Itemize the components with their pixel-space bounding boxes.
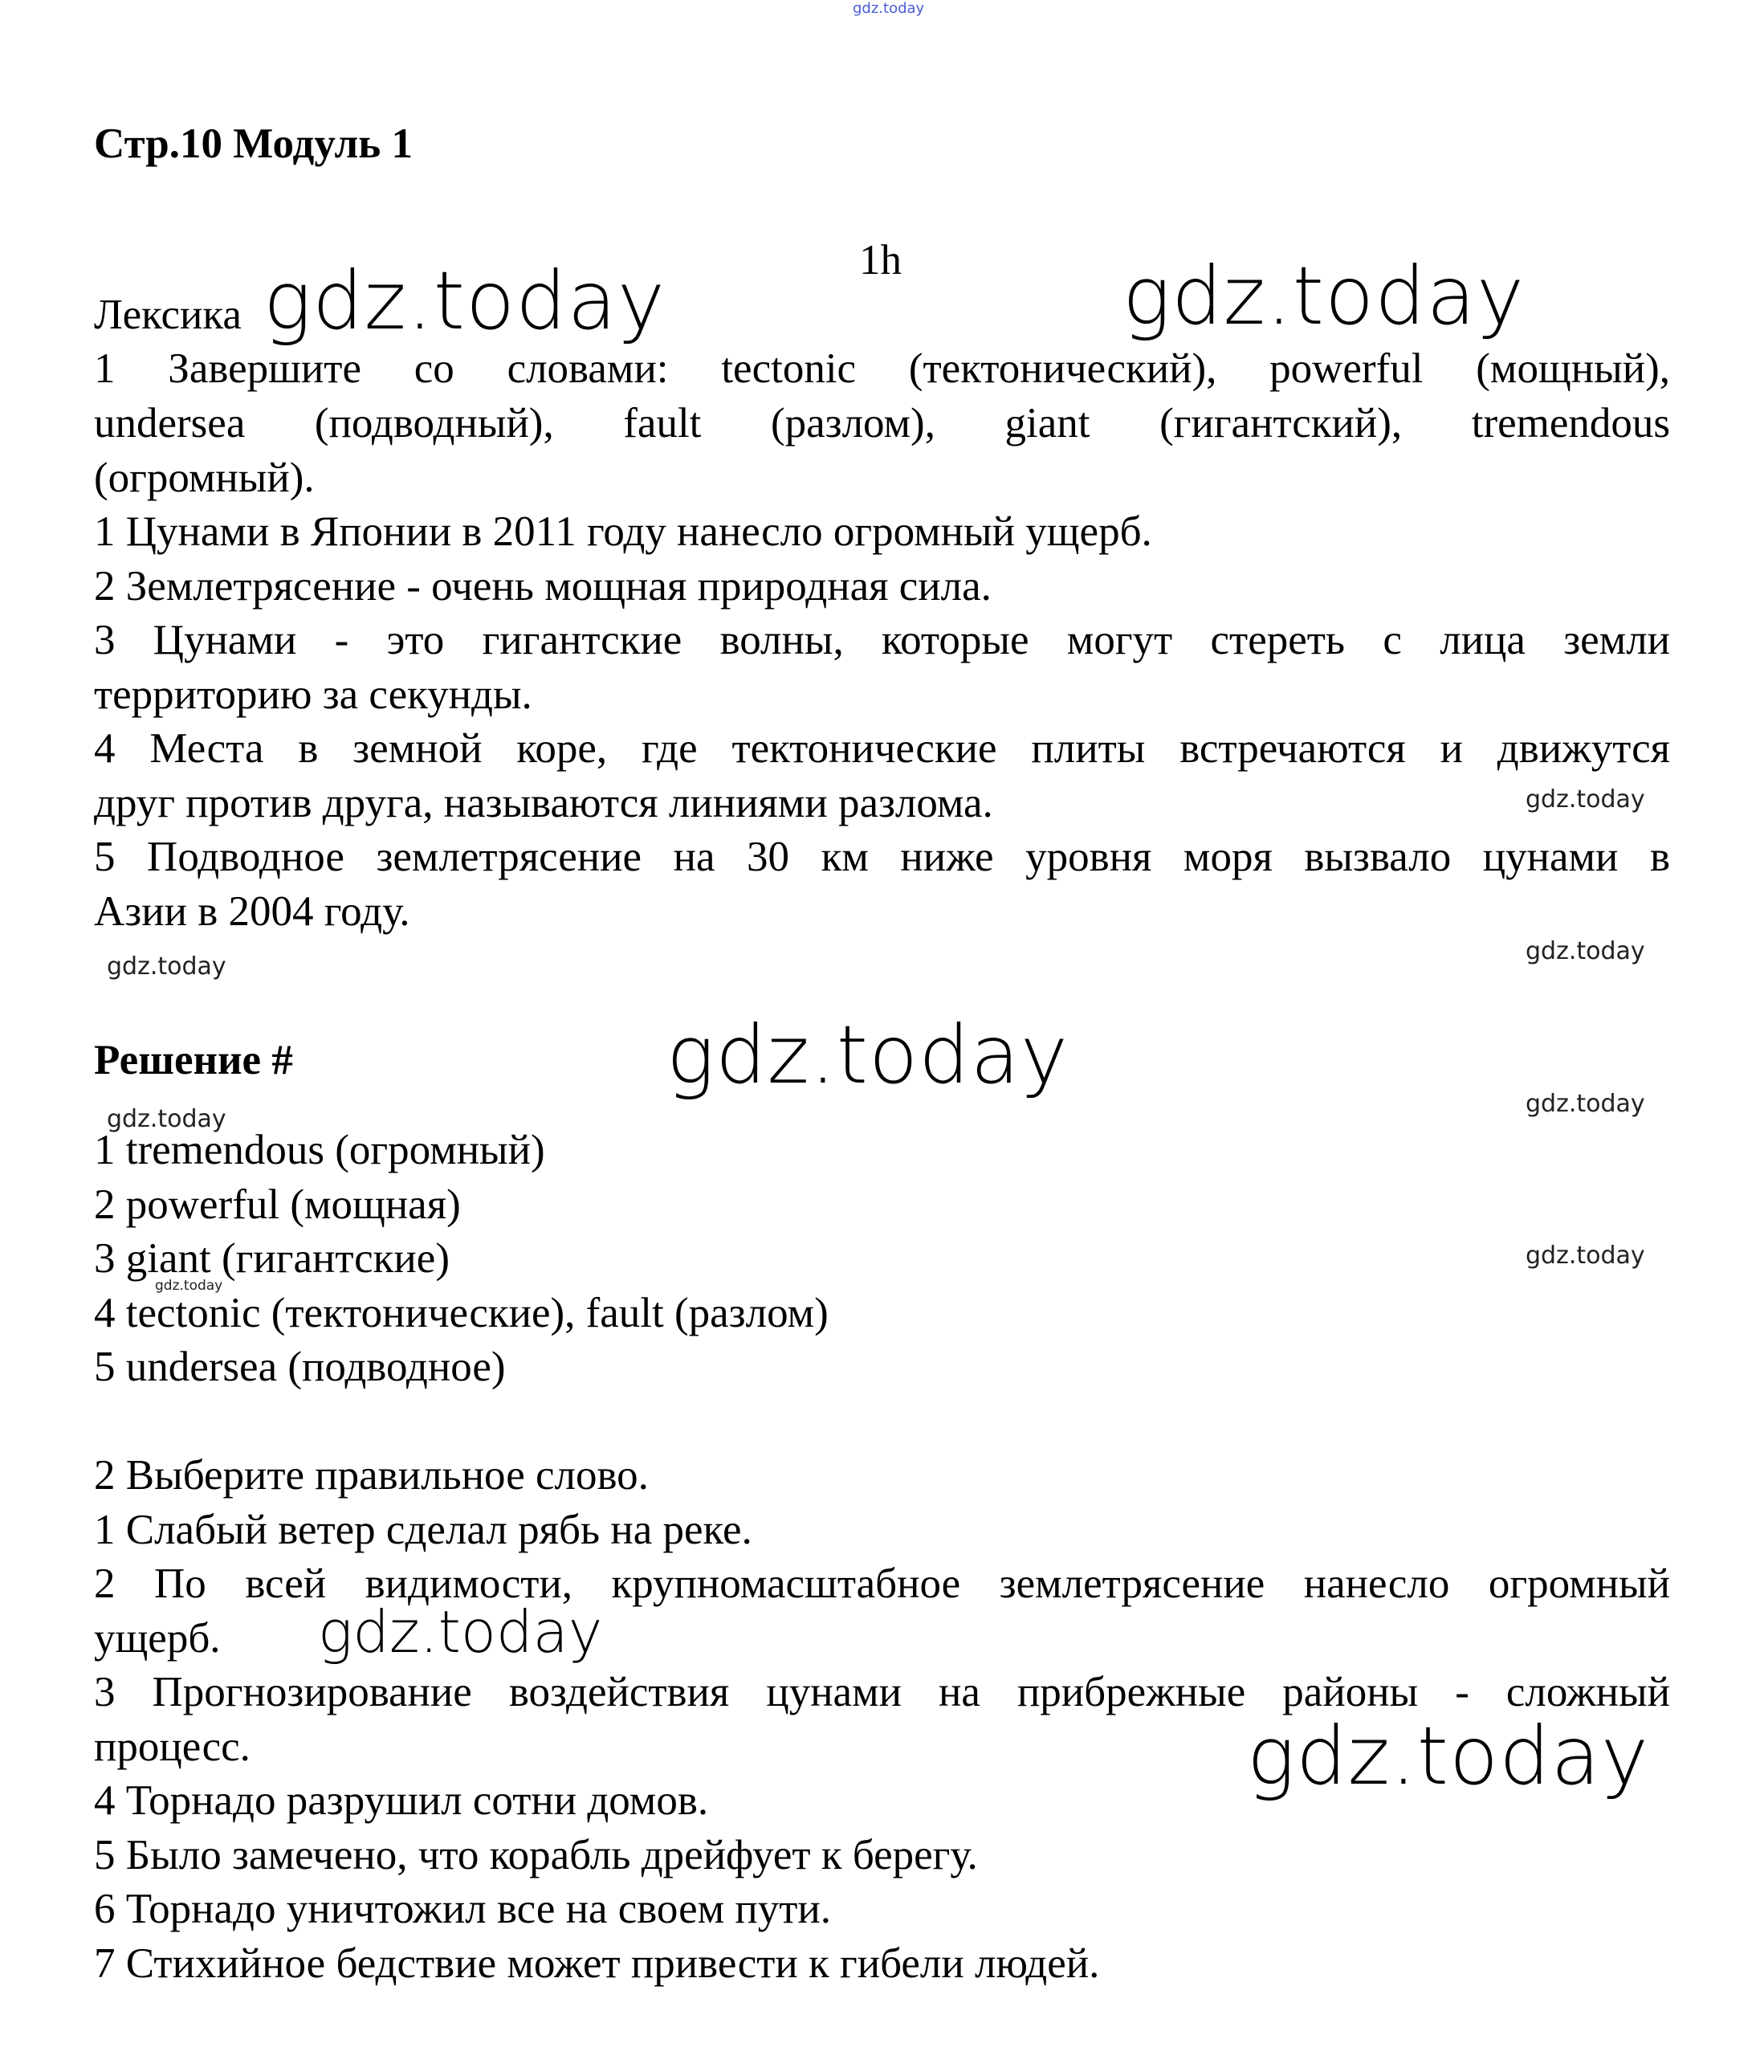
- solution-title: Решение #: [94, 1037, 293, 1083]
- solution-answer: 4 tectonic (тектонические), fault (разлом): [94, 1290, 829, 1336]
- task2-line: 1 Слабый ветер сделал рябь на реке.: [94, 1507, 752, 1553]
- task1-intro-line: (огромный).: [94, 455, 315, 501]
- task2-line: ущерб.: [94, 1615, 221, 1662]
- solution-answer: 2 powerful (мощная): [94, 1181, 461, 1228]
- task1-intro-line: undersea (подводный), fault (разлом), giant (гигантский), tremendous: [94, 400, 1670, 447]
- watermark-large: gdz.today: [1247, 1709, 1650, 1803]
- task2-line: 2 Выберите правильное слово.: [94, 1452, 649, 1499]
- watermark-small: gdz.today: [1526, 1090, 1645, 1118]
- task2-line: 4 Торнадо разрушил сотни домов.: [94, 1777, 709, 1824]
- solution-answer: 3 giant (гигантские): [94, 1235, 450, 1282]
- task1-sentence: Азии в 2004 году.: [94, 888, 410, 935]
- task1-sentence: территорию за секунды.: [94, 671, 532, 718]
- task1-sentence: 4 Места в земной коре, где тектонические плиты встречаются и движутся: [94, 725, 1670, 772]
- task2-line: 3 Прогнозирование воздействия цунами на прибрежные районы - сложный: [94, 1669, 1670, 1715]
- watermark-large: gdz.today: [263, 254, 666, 348]
- section-title: Лексика: [94, 292, 242, 338]
- solution-answer: 1 tremendous (огромный): [94, 1127, 545, 1173]
- top-watermark: gdz.today: [853, 0, 925, 17]
- task2-line: 5 Было замечено, что корабль дрейфует к берегу.: [94, 1832, 978, 1878]
- watermark-small: gdz.today: [1526, 785, 1645, 814]
- task1-sentence: 2 Землетрясение - очень мощная природная сила.: [94, 563, 992, 610]
- watermark-large: gdz.today: [1122, 249, 1526, 343]
- page-heading: Стр.10 Модуль 1: [94, 120, 414, 167]
- watermark-large: gdz.today: [666, 1008, 1069, 1102]
- task2-line: 7 Стихийное бедствие может привести к гибели людей.: [94, 1940, 1100, 1987]
- task1-intro-line: 1 Завершите со словами: tectonic (тектонический), powerful (мощный),: [94, 345, 1670, 392]
- task1-sentence: 3 Цунами - это гигантские волны, которые могут стереть с лица земли: [94, 617, 1670, 663]
- task1-sentence: друг против друга, называются линиями разлома.: [94, 780, 993, 826]
- watermark-tiny: gdz.today: [155, 1278, 223, 1294]
- watermark-small: gdz.today: [107, 952, 226, 981]
- task2-line: 2 По всей видимости, крупномасштабное землетрясение нанесло огромный: [94, 1560, 1670, 1607]
- solution-answer: 5 undersea (подводное): [94, 1344, 506, 1390]
- page-mark: 1h: [859, 237, 902, 283]
- task1-sentence: 1 Цунами в Японии в 2011 году нанесло огромный ущерб.: [94, 508, 1152, 555]
- task2-line: 6 Торнадо уничтожил все на своем пути.: [94, 1886, 832, 1932]
- watermark-small: gdz.today: [1526, 1242, 1645, 1270]
- watermark-medium: gdz.today: [318, 1598, 603, 1666]
- watermark-small: gdz.today: [107, 1105, 226, 1133]
- task2-line: процесс.: [94, 1723, 251, 1770]
- watermark-small: gdz.today: [1526, 937, 1645, 965]
- task1-sentence: 5 Подводное землетрясение на 30 км ниже уровня моря вызвало цунами в: [94, 834, 1670, 880]
